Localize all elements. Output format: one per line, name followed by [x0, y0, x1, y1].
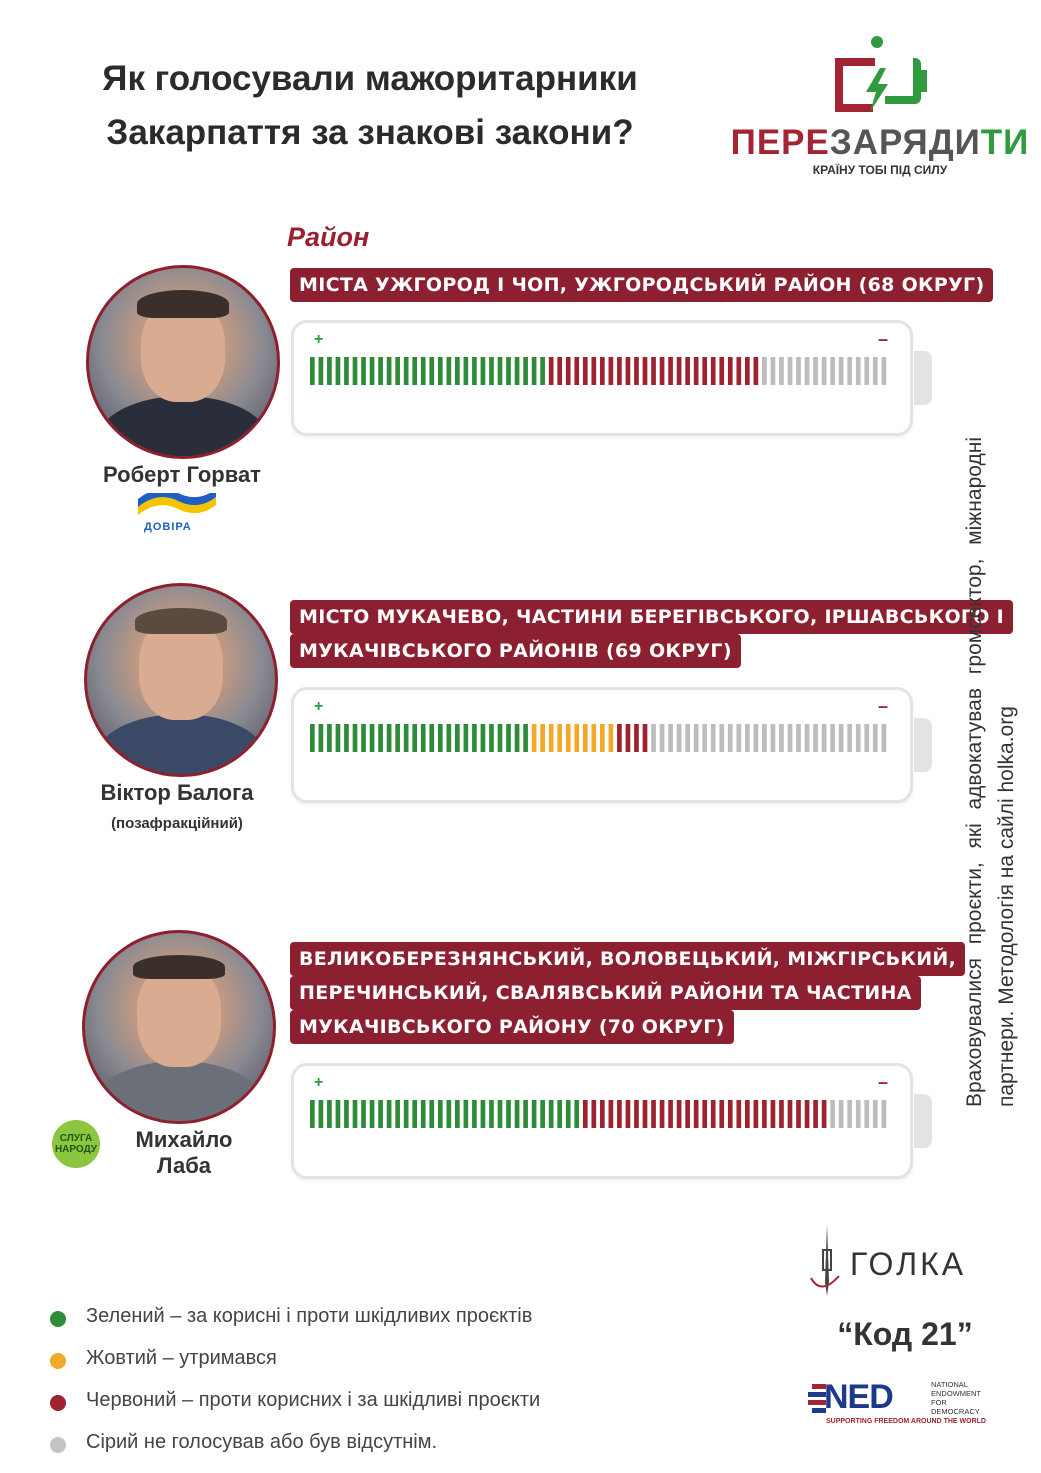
vote-bar-green: [395, 357, 400, 385]
perezaryadyty-logo: [730, 28, 1030, 188]
district-tag-line: МІСТА УЖГОРОД І ЧОП, УЖГОРОДСЬКИЙ РАЙОН (68 ОКРУГ): [290, 268, 993, 302]
vote-bar-grey: [677, 724, 682, 752]
ned-tagline: SUPPORTING FREEDOM AROUND THE WORLD: [826, 1418, 986, 1425]
methodology-note-text: Враховувалися проєкти, які адвокатував громсектор, міжнародні партнери. Методологія на сайлі holka.org: [963, 437, 1018, 1107]
vote-bar-grey: [847, 357, 852, 385]
brand-part-1: ПЕРЕ: [730, 123, 830, 162]
vote-bar-green: [327, 1100, 332, 1128]
vote-bar-green: [327, 357, 332, 385]
photo-hair: [133, 955, 225, 979]
vote-bar-red: [626, 1100, 631, 1128]
vote-bar-green: [540, 1100, 545, 1128]
vote-bar-yellow: [540, 724, 545, 752]
vote-bar-green: [429, 724, 434, 752]
vote-bar-grey: [864, 724, 869, 752]
ned-line: ENDOWMENT: [931, 1389, 981, 1398]
vote-bar-green: [498, 724, 503, 752]
vote-bar-green: [344, 1100, 349, 1128]
vote-bar-green: [310, 357, 315, 385]
district-tag-line: МІСТО МУКАЧЕВО, ЧАСТИНИ БЕРЕГІВСЬКОГО, ІРШАВСЬКОГО І: [290, 600, 1013, 634]
vote-bar-grey: [762, 357, 767, 385]
brand-part-2: ЗАРЯДИ: [829, 123, 981, 162]
legend-dot: [50, 1353, 66, 1369]
ned-logo: [806, 1378, 1006, 1430]
ned-line: FOR: [931, 1398, 947, 1407]
deputy-name-first: Михайло: [135, 1127, 233, 1152]
deputy-photo: [82, 930, 276, 1124]
vote-bar-grey: [736, 724, 741, 752]
vote-bar-grey: [839, 1100, 844, 1128]
vote-bar-green: [387, 724, 392, 752]
vote-bar-green: [370, 357, 375, 385]
vote-bar-grey: [813, 357, 818, 385]
vote-bar-green: [515, 1100, 520, 1128]
vote-bars: [310, 357, 890, 385]
vote-bar-green: [498, 357, 503, 385]
minus-icon: –: [877, 329, 888, 349]
vote-bar-green: [446, 1100, 451, 1128]
vote-bar-grey: [881, 1100, 886, 1128]
vote-bar-yellow: [609, 724, 614, 752]
vote-bar-red: [566, 357, 571, 385]
vote-bar-red: [719, 1100, 724, 1128]
needle-icon: [805, 1222, 849, 1302]
vote-bar-yellow: [591, 724, 596, 752]
vote-bar-green: [336, 724, 341, 752]
vote-bar-yellow: [532, 724, 537, 752]
legend-dot: [50, 1311, 66, 1327]
vote-bar-red: [549, 357, 554, 385]
vote-bar-green: [370, 724, 375, 752]
vote-bar-green: [412, 1100, 417, 1128]
deputy-photo: [84, 583, 278, 777]
vote-bar-green: [489, 724, 494, 752]
vote-bar-yellow: [566, 724, 571, 752]
vote-bar-grey: [788, 724, 793, 752]
vote-bar-green: [395, 1100, 400, 1128]
vote-bar-grey: [788, 357, 793, 385]
vote-bar-red: [634, 724, 639, 752]
vote-bar-red: [694, 1100, 699, 1128]
vote-bar-green: [523, 1100, 528, 1128]
vote-bar-yellow: [583, 724, 588, 752]
vote-bar-green: [481, 724, 486, 752]
deputy-name: [62, 1127, 306, 1179]
vote-bar-red: [685, 1100, 690, 1128]
vote-bar-grey: [856, 1100, 861, 1128]
minus-icon: –: [877, 1072, 888, 1092]
vote-bar-green: [412, 724, 417, 752]
vote-bar-red: [779, 1100, 784, 1128]
vote-bar-green: [378, 724, 383, 752]
vote-bar-red: [668, 357, 673, 385]
vote-bar-green: [353, 357, 358, 385]
vote-bar-grey: [796, 357, 801, 385]
vote-bar-green: [438, 724, 443, 752]
ned-line: NATIONAL: [931, 1380, 968, 1389]
vote-bar-red: [557, 357, 562, 385]
vote-bar-grey: [668, 724, 673, 752]
vote-bar-grey: [754, 724, 759, 752]
vote-bar-red: [685, 357, 690, 385]
vote-bar-red: [711, 1100, 716, 1128]
vote-bar-green: [395, 724, 400, 752]
vote-bar-green: [421, 357, 426, 385]
vote-bar-grey: [805, 357, 810, 385]
vote-bar-grey: [779, 357, 784, 385]
vote-bar-grey: [805, 724, 810, 752]
vote-bar-green: [353, 1100, 358, 1128]
minus-icon: –: [877, 696, 888, 716]
vote-bar-red: [600, 1100, 605, 1128]
vote-bar-green: [455, 357, 460, 385]
ned-wordmark: NED: [824, 1378, 893, 1416]
vote-bar-red: [643, 1100, 648, 1128]
vote-bar-green: [361, 724, 366, 752]
vote-bar-red: [702, 357, 707, 385]
ned-stripes-icon: [806, 1380, 826, 1416]
vote-bar-green: [327, 724, 332, 752]
vote-bar-red: [677, 357, 682, 385]
vote-bar-yellow: [557, 724, 562, 752]
vote-bar-green: [506, 1100, 511, 1128]
battery-cap: [914, 1094, 932, 1148]
vote-bar-red: [736, 357, 741, 385]
vote-bar-green: [310, 1100, 315, 1128]
vote-bar-red: [634, 357, 639, 385]
brand-part-3: ТИ: [980, 123, 1030, 162]
vote-bar-red: [643, 357, 648, 385]
vote-bar-grey: [830, 1100, 835, 1128]
vote-bar-green: [481, 1100, 486, 1128]
deputy-faction: (позафракційний): [111, 815, 243, 832]
legend-text: Червоний – проти корисних і за шкідливі проєкти: [86, 1389, 541, 1411]
vote-bar-green: [378, 1100, 383, 1128]
vote-bar-grey: [771, 357, 776, 385]
vote-bar-green: [489, 1100, 494, 1128]
battery-cap: [914, 351, 932, 405]
vote-bar-grey: [864, 1100, 869, 1128]
photo-shoulders: [93, 1061, 265, 1124]
vote-bar-red: [702, 1100, 707, 1128]
vote-bar-green: [421, 724, 426, 752]
vote-bar-green: [344, 724, 349, 752]
vote-bar-green: [489, 357, 494, 385]
vote-bar-green: [438, 1100, 443, 1128]
vote-bar-grey: [830, 357, 835, 385]
district-tag-line: МУКАЧІВСЬКОГО РАЙОНІВ (69 ОКРУГ): [290, 634, 741, 668]
photo-hair: [137, 290, 229, 318]
vote-bar-red: [651, 357, 656, 385]
vote-bar-green: [336, 1100, 341, 1128]
vote-bar-green: [412, 357, 417, 385]
vote-bar-grey: [762, 724, 767, 752]
vote-bar-grey: [719, 724, 724, 752]
vote-bars: [310, 724, 890, 752]
vote-bar-red: [626, 357, 631, 385]
vote-battery: [291, 687, 913, 803]
vote-bar-grey: [813, 724, 818, 752]
vote-bar-grey: [864, 357, 869, 385]
vote-bar-red: [617, 357, 622, 385]
page-title: [40, 52, 700, 160]
legend-dot: [50, 1395, 66, 1411]
vote-bar-grey: [847, 724, 852, 752]
brand-subtitle: КРАЇНУ ТОБІ ПІД СИЛУ: [812, 163, 948, 177]
vote-bar-green: [429, 1100, 434, 1128]
vote-bar-red: [609, 357, 614, 385]
title-line-2: Закарпаття за знакові закони?: [106, 113, 634, 152]
vote-bar-green: [523, 357, 528, 385]
battery-cap: [914, 718, 932, 772]
dovira-flag-icon: [136, 493, 218, 523]
vote-bar-grey: [881, 357, 886, 385]
vote-bar-grey: [873, 1100, 878, 1128]
vote-bar-grey: [771, 724, 776, 752]
vote-bar-yellow: [549, 724, 554, 752]
photo-hair: [135, 608, 227, 634]
vote-bar-grey: [873, 724, 878, 752]
vote-bar-red: [745, 1100, 750, 1128]
vote-bar-green: [319, 1100, 324, 1128]
district-heading: Район: [287, 222, 370, 252]
plus-icon: +: [314, 1074, 324, 1091]
vote-bar-green: [472, 724, 477, 752]
vote-bar-red: [736, 1100, 741, 1128]
vote-bar-red: [574, 357, 579, 385]
kod-21-label: “Код 21”: [837, 1316, 973, 1352]
vote-bar-red: [711, 357, 716, 385]
vote-bar-green: [566, 1100, 571, 1128]
vote-bar-red: [728, 1100, 733, 1128]
vote-bar-grey: [873, 357, 878, 385]
methodology-note: [946, 437, 1036, 1120]
vote-bar-green: [464, 724, 469, 752]
vote-bar-green: [387, 357, 392, 385]
vote-bar-red: [813, 1100, 818, 1128]
vote-bar-green: [472, 1100, 477, 1128]
vote-bar-green: [481, 357, 486, 385]
vote-bar-grey: [830, 724, 835, 752]
vote-bar-yellow: [600, 724, 605, 752]
vote-bar-red: [728, 357, 733, 385]
golka-logo: [805, 1222, 995, 1302]
vote-bar-grey: [660, 724, 665, 752]
vote-bar-green: [455, 724, 460, 752]
vote-bar-red: [668, 1100, 673, 1128]
vote-bar-green: [353, 724, 358, 752]
vote-bar-green: [387, 1100, 392, 1128]
district-tag-line: ВЕЛИКОБЕРЕЗНЯНСЬКИЙ, ВОЛОВЕЦЬКИЙ, МІЖГІРСЬКИЙ,: [290, 942, 965, 976]
vote-bar-grey: [822, 357, 827, 385]
vote-bar-green: [532, 357, 537, 385]
vote-bar-red: [660, 357, 665, 385]
vote-bar-red: [591, 1100, 596, 1128]
vote-bar-red: [719, 357, 724, 385]
title-line-1: Як голосували мажоритарники: [102, 59, 638, 98]
vote-bar-red: [634, 1100, 639, 1128]
vote-bar-red: [617, 1100, 622, 1128]
vote-bar-grey: [651, 724, 656, 752]
brand-wordmark: [730, 123, 1030, 163]
vote-bar-red: [600, 357, 605, 385]
vote-bar-grey: [839, 357, 844, 385]
vote-bar-grey: [822, 724, 827, 752]
vote-bar-red: [754, 357, 759, 385]
vote-bar-green: [310, 724, 315, 752]
vote-bar-green: [446, 357, 451, 385]
vote-bar-red: [660, 1100, 665, 1128]
vote-bar-green: [404, 357, 409, 385]
vote-bar-grey: [856, 357, 861, 385]
vote-bar-grey: [728, 724, 733, 752]
vote-battery: [291, 320, 913, 436]
vote-bar-grey: [881, 724, 886, 752]
photo-shoulders: [97, 396, 269, 459]
vote-bar-green: [472, 357, 477, 385]
vote-bar-green: [574, 1100, 579, 1128]
vote-bar-red: [796, 1100, 801, 1128]
vote-bar-green: [319, 357, 324, 385]
vote-bar-green: [421, 1100, 426, 1128]
photo-shoulders: [95, 714, 267, 777]
battery-charge-icon: [730, 28, 1030, 118]
vote-bar-green: [361, 1100, 366, 1128]
legend-text: Сірий не голосував або був відсутнім.: [86, 1431, 438, 1453]
vote-bar-grey: [702, 724, 707, 752]
vote-bar-red: [754, 1100, 759, 1128]
vote-bar-green: [464, 357, 469, 385]
vote-battery: [291, 1063, 913, 1179]
vote-bar-red: [745, 357, 750, 385]
vote-bar-grey: [711, 724, 716, 752]
plus-icon: +: [314, 698, 324, 715]
vote-bar-green: [438, 357, 443, 385]
vote-bar-green: [523, 724, 528, 752]
vote-bar-green: [464, 1100, 469, 1128]
vote-bar-grey: [685, 724, 690, 752]
deputy-name-last: Лаба: [156, 1153, 212, 1178]
vote-bar-grey: [856, 724, 861, 752]
vote-bars: [310, 1100, 890, 1128]
deputy-name: Роберт Горват: [103, 462, 261, 487]
vote-bar-green: [549, 1100, 554, 1128]
vote-bar-green: [404, 724, 409, 752]
vote-bar-red: [788, 1100, 793, 1128]
vote-bar-green: [455, 1100, 460, 1128]
dovira-party-logo: [136, 493, 218, 535]
vote-bar-red: [617, 724, 622, 752]
vote-bar-red: [805, 1100, 810, 1128]
vote-bar-green: [429, 357, 434, 385]
vote-bar-green: [446, 724, 451, 752]
deputy-photo: [86, 265, 280, 459]
vote-bar-green: [515, 724, 520, 752]
legend-text: Зелений – за корисні і проти шкідливих проєктів: [86, 1305, 533, 1327]
vote-bar-red: [583, 357, 588, 385]
vote-bar-yellow: [574, 724, 579, 752]
legend-dot: [50, 1437, 66, 1453]
vote-bar-green: [506, 357, 511, 385]
vote-bar-grey: [796, 724, 801, 752]
vote-bar-green: [319, 724, 324, 752]
ned-full-name: [931, 1380, 981, 1416]
sluga-logo-text: СЛУГА НАРОДУ: [54, 1133, 98, 1155]
vote-bar-green: [506, 724, 511, 752]
vote-bar-green: [515, 357, 520, 385]
district-tag-line: МУКАЧІВСЬКОГО РАЙОНУ (70 ОКРУГ): [290, 1010, 734, 1044]
vote-bar-grey: [847, 1100, 852, 1128]
vote-bar-green: [344, 357, 349, 385]
vote-bar-green: [404, 1100, 409, 1128]
vote-bar-green: [557, 1100, 562, 1128]
vote-bar-red: [583, 1100, 588, 1128]
vote-bar-red: [822, 1100, 827, 1128]
vote-bar-green: [370, 1100, 375, 1128]
vote-bar-red: [762, 1100, 767, 1128]
vote-bar-grey: [839, 724, 844, 752]
vote-bar-green: [361, 357, 366, 385]
vote-bar-grey: [779, 724, 784, 752]
ned-line: DEMOCRACY: [931, 1407, 980, 1416]
vote-bar-green: [498, 1100, 503, 1128]
vote-bar-green: [336, 357, 341, 385]
vote-bar-red: [626, 724, 631, 752]
vote-bar-red: [609, 1100, 614, 1128]
deputy-name: Віктор Балога: [100, 780, 254, 805]
golka-wordmark: ГОЛКА: [850, 1246, 967, 1282]
vote-bar-grey: [694, 724, 699, 752]
legend-text: Жовтий – утримався: [86, 1347, 277, 1369]
vote-bar-red: [694, 357, 699, 385]
district-tag-line: ПЕРЕЧИНСЬКИЙ, СВАЛЯВСЬКИЙ РАЙОНИ ТА ЧАСТИНА: [290, 976, 921, 1010]
vote-bar-green: [378, 357, 383, 385]
vote-bar-green: [540, 357, 545, 385]
vote-bar-red: [591, 357, 596, 385]
vote-bar-red: [651, 1100, 656, 1128]
dovira-logo-text: ДОВІРА: [144, 521, 192, 533]
vote-bar-red: [677, 1100, 682, 1128]
plus-icon: +: [314, 331, 324, 348]
vote-bar-grey: [745, 724, 750, 752]
vote-bar-red: [771, 1100, 776, 1128]
vote-bar-red: [643, 724, 648, 752]
vote-bar-green: [532, 1100, 537, 1128]
